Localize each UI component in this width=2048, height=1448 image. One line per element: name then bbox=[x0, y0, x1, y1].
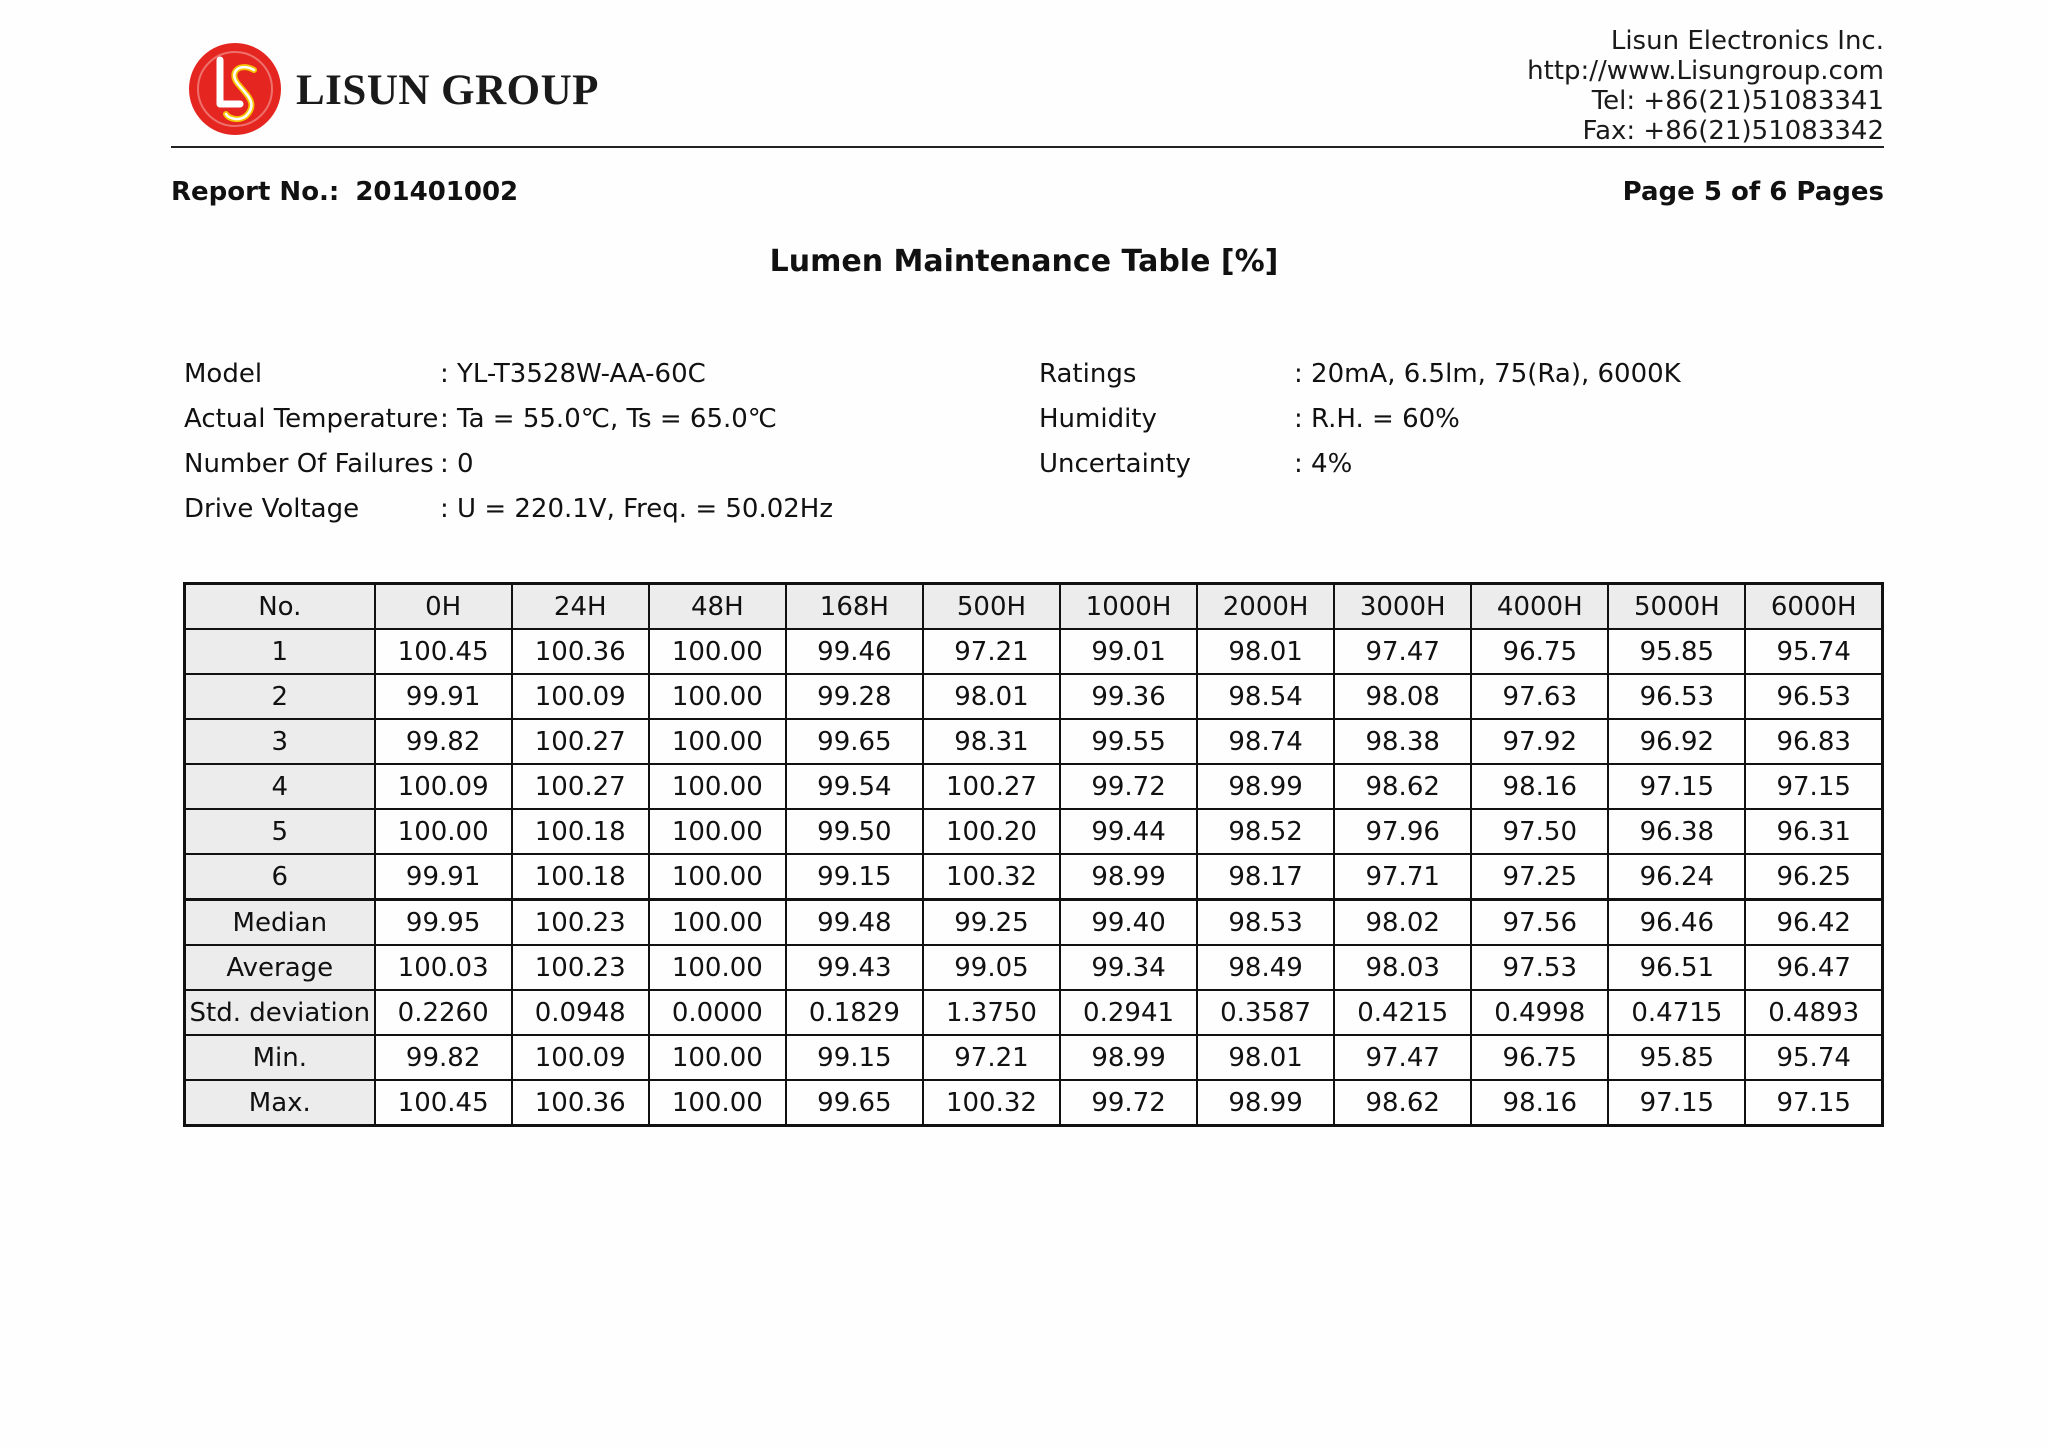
table-cell: 0.4215 bbox=[1334, 990, 1471, 1035]
table-cell: 100.00 bbox=[649, 629, 786, 674]
table-cell: 98.08 bbox=[1334, 674, 1471, 719]
table-cell: 97.47 bbox=[1334, 629, 1471, 674]
table-header-row bbox=[185, 584, 1883, 630]
table-cell: 98.16 bbox=[1471, 764, 1608, 809]
table-cell: 0.3587 bbox=[1197, 990, 1334, 1035]
row-label: Median bbox=[185, 900, 375, 946]
table-cell: 98.74 bbox=[1197, 719, 1334, 764]
info-label: Model bbox=[184, 359, 263, 389]
table-cell: 100.00 bbox=[649, 719, 786, 764]
table-cell: 100.00 bbox=[649, 854, 786, 900]
table-cell: 98.53 bbox=[1197, 900, 1334, 946]
row-label: 6 bbox=[185, 854, 375, 900]
row-label: 4 bbox=[185, 764, 375, 809]
table-cell: 97.71 bbox=[1334, 854, 1471, 900]
table-cell: 99.72 bbox=[1060, 1080, 1197, 1126]
table-cell: 99.01 bbox=[1060, 629, 1197, 674]
sample-row bbox=[185, 854, 1883, 900]
table-cell: 100.27 bbox=[512, 764, 649, 809]
table-cell: 100.45 bbox=[375, 1080, 512, 1126]
table-cell: 100.09 bbox=[512, 674, 649, 719]
table-cell: 97.21 bbox=[923, 629, 1060, 674]
table-cell: 98.01 bbox=[1197, 629, 1334, 674]
table-cell: 0.1829 bbox=[786, 990, 923, 1035]
info-value: : 0 bbox=[440, 449, 474, 479]
info-label: Actual Temperature bbox=[184, 404, 439, 434]
table-cell: 99.36 bbox=[1060, 674, 1197, 719]
table-cell: 98.02 bbox=[1334, 900, 1471, 946]
column-header: No. bbox=[185, 584, 375, 630]
table-cell: 99.40 bbox=[1060, 900, 1197, 946]
table-cell: 100.23 bbox=[512, 900, 649, 946]
info-value: : U = 220.1V, Freq. = 50.02Hz bbox=[440, 494, 834, 524]
company-website: http://www.Lisungroup.com bbox=[1527, 56, 1884, 86]
table-cell: 97.63 bbox=[1471, 674, 1608, 719]
table-cell: 98.01 bbox=[923, 674, 1060, 719]
table-cell: 98.99 bbox=[1060, 1035, 1197, 1080]
table-cell: 99.15 bbox=[786, 1035, 923, 1080]
info-value: : R.H. = 60% bbox=[1294, 404, 1460, 434]
table-cell: 99.65 bbox=[786, 1080, 923, 1126]
table-cell: 96.38 bbox=[1608, 809, 1745, 854]
table-cell: 98.49 bbox=[1197, 945, 1334, 990]
row-label: Std. deviation bbox=[185, 990, 375, 1035]
table-cell: 96.42 bbox=[1745, 900, 1882, 946]
table-cell: 100.23 bbox=[512, 945, 649, 990]
brand-name: LISUN GROUP bbox=[296, 67, 599, 114]
company-fax: Fax: +86(21)51083342 bbox=[1582, 116, 1884, 146]
table-cell: 99.34 bbox=[1060, 945, 1197, 990]
table-cell: 98.03 bbox=[1334, 945, 1471, 990]
table-cell: 99.82 bbox=[375, 1035, 512, 1080]
table-cell: 95.85 bbox=[1608, 629, 1745, 674]
column-header: 6000H bbox=[1745, 584, 1882, 630]
table-cell: 100.00 bbox=[649, 764, 786, 809]
table-cell: 96.83 bbox=[1745, 719, 1882, 764]
column-header: 1000H bbox=[1060, 584, 1197, 630]
page-number: Page 5 of 6 Pages bbox=[1622, 177, 1884, 207]
stats-row bbox=[185, 1080, 1883, 1126]
table-cell: 98.31 bbox=[923, 719, 1060, 764]
table-cell: 99.82 bbox=[375, 719, 512, 764]
table-cell: 99.05 bbox=[923, 945, 1060, 990]
table-cell: 100.00 bbox=[649, 1035, 786, 1080]
stats-row bbox=[185, 900, 1883, 946]
table-cell: 99.44 bbox=[1060, 809, 1197, 854]
column-header: 24H bbox=[512, 584, 649, 630]
table-cell: 99.91 bbox=[375, 674, 512, 719]
table-cell: 100.00 bbox=[375, 809, 512, 854]
column-header: 500H bbox=[923, 584, 1060, 630]
table-cell: 95.85 bbox=[1608, 1035, 1745, 1080]
company-tel: Tel: +86(21)51083341 bbox=[1591, 86, 1884, 116]
table-cell: 97.92 bbox=[1471, 719, 1608, 764]
table-body bbox=[185, 629, 1883, 1126]
table-cell: 97.15 bbox=[1608, 1080, 1745, 1126]
table-cell: 97.21 bbox=[923, 1035, 1060, 1080]
table-cell: 100.32 bbox=[923, 1080, 1060, 1126]
table-cell: 100.18 bbox=[512, 854, 649, 900]
table-cell: 96.53 bbox=[1745, 674, 1882, 719]
table-cell: 100.36 bbox=[512, 629, 649, 674]
table-cell: 0.2260 bbox=[375, 990, 512, 1035]
table-cell: 98.16 bbox=[1471, 1080, 1608, 1126]
table-cell: 96.31 bbox=[1745, 809, 1882, 854]
table-cell: 99.54 bbox=[786, 764, 923, 809]
column-header: 4000H bbox=[1471, 584, 1608, 630]
table-cell: 0.4715 bbox=[1608, 990, 1745, 1035]
table-cell: 95.74 bbox=[1745, 1035, 1882, 1080]
table-cell: 97.96 bbox=[1334, 809, 1471, 854]
table-cell: 97.25 bbox=[1471, 854, 1608, 900]
table-cell: 99.48 bbox=[786, 900, 923, 946]
info-value: : YL-T3528W-AA-60C bbox=[440, 359, 706, 389]
row-label: 1 bbox=[185, 629, 375, 674]
sample-row bbox=[185, 809, 1883, 854]
column-header: 0H bbox=[375, 584, 512, 630]
info-value: : 4% bbox=[1294, 449, 1353, 479]
table-cell: 0.4893 bbox=[1745, 990, 1882, 1035]
stats-row bbox=[185, 990, 1883, 1035]
table-cell: 100.09 bbox=[512, 1035, 649, 1080]
row-label: 5 bbox=[185, 809, 375, 854]
table-cell: 96.92 bbox=[1608, 719, 1745, 764]
table-cell: 99.55 bbox=[1060, 719, 1197, 764]
table-cell: 0.4998 bbox=[1471, 990, 1608, 1035]
table-cell: 96.24 bbox=[1608, 854, 1745, 900]
row-label: Max. bbox=[185, 1080, 375, 1126]
info-label: Uncertainty bbox=[1039, 449, 1191, 479]
table-cell: 98.54 bbox=[1197, 674, 1334, 719]
table-cell: 100.03 bbox=[375, 945, 512, 990]
stats-row bbox=[185, 1035, 1883, 1080]
table-cell: 99.72 bbox=[1060, 764, 1197, 809]
table-cell: 98.99 bbox=[1197, 764, 1334, 809]
table-cell: 97.47 bbox=[1334, 1035, 1471, 1080]
table-cell: 100.20 bbox=[923, 809, 1060, 854]
table-cell: 1.3750 bbox=[923, 990, 1060, 1035]
column-header: 5000H bbox=[1608, 584, 1745, 630]
table-cell: 97.15 bbox=[1745, 764, 1882, 809]
info-value: : Ta = 55.0℃, Ts = 65.0℃ bbox=[440, 404, 777, 434]
table-cell: 98.38 bbox=[1334, 719, 1471, 764]
table-cell: 99.43 bbox=[786, 945, 923, 990]
table-cell: 100.00 bbox=[649, 900, 786, 946]
column-header: 168H bbox=[786, 584, 923, 630]
table-cell: 99.15 bbox=[786, 854, 923, 900]
table-cell: 97.53 bbox=[1471, 945, 1608, 990]
table-cell: 99.91 bbox=[375, 854, 512, 900]
column-header: 2000H bbox=[1197, 584, 1334, 630]
table-cell: 97.56 bbox=[1471, 900, 1608, 946]
row-label: Min. bbox=[185, 1035, 375, 1080]
table-cell: 98.52 bbox=[1197, 809, 1334, 854]
row-label: 2 bbox=[185, 674, 375, 719]
table-cell: 100.00 bbox=[649, 945, 786, 990]
table-cell: 96.75 bbox=[1471, 1035, 1608, 1080]
sample-row bbox=[185, 719, 1883, 764]
table-cell: 98.17 bbox=[1197, 854, 1334, 900]
stats-row bbox=[185, 945, 1883, 990]
table-cell: 100.18 bbox=[512, 809, 649, 854]
table-cell: 96.75 bbox=[1471, 629, 1608, 674]
table-cell: 96.47 bbox=[1745, 945, 1882, 990]
report-number-label: Report No.: bbox=[171, 177, 340, 207]
lumen-maintenance-table bbox=[183, 582, 1884, 1127]
sample-row bbox=[185, 764, 1883, 809]
table-cell: 0.2941 bbox=[1060, 990, 1197, 1035]
table-cell: 97.15 bbox=[1745, 1080, 1882, 1126]
info-value: : 20mA, 6.5lm, 75(Ra), 6000K bbox=[1294, 359, 1681, 389]
table-cell: 96.51 bbox=[1608, 945, 1745, 990]
table-cell: 98.62 bbox=[1334, 764, 1471, 809]
table-cell: 99.28 bbox=[786, 674, 923, 719]
table-cell: 98.62 bbox=[1334, 1080, 1471, 1126]
column-header: 3000H bbox=[1334, 584, 1471, 630]
table-cell: 95.74 bbox=[1745, 629, 1882, 674]
page-title: Lumen Maintenance Table [%] bbox=[769, 244, 1279, 279]
table-cell: 97.15 bbox=[1608, 764, 1745, 809]
table-cell: 96.53 bbox=[1608, 674, 1745, 719]
info-label: Number Of Failures bbox=[184, 449, 434, 479]
table-cell: 100.32 bbox=[923, 854, 1060, 900]
table-cell: 97.50 bbox=[1471, 809, 1608, 854]
column-header: 48H bbox=[649, 584, 786, 630]
table-cell: 98.99 bbox=[1197, 1080, 1334, 1126]
table-cell: 100.00 bbox=[649, 809, 786, 854]
info-label: Drive Voltage bbox=[184, 494, 360, 524]
table-cell: 100.45 bbox=[375, 629, 512, 674]
info-label: Ratings bbox=[1039, 359, 1137, 389]
lisun-logo-icon bbox=[188, 42, 282, 136]
table-cell: 100.27 bbox=[512, 719, 649, 764]
table-cell: 100.00 bbox=[649, 674, 786, 719]
table-cell: 98.99 bbox=[1060, 854, 1197, 900]
table-cell: 99.95 bbox=[375, 900, 512, 946]
table-cell: 0.0948 bbox=[512, 990, 649, 1035]
table-cell: 100.00 bbox=[649, 1080, 786, 1126]
table-cell: 100.36 bbox=[512, 1080, 649, 1126]
report-number bbox=[171, 177, 518, 207]
company-name: Lisun Electronics Inc. bbox=[1610, 26, 1884, 56]
table-cell: 100.27 bbox=[923, 764, 1060, 809]
table-cell: 96.25 bbox=[1745, 854, 1882, 900]
info-label: Humidity bbox=[1039, 404, 1157, 434]
table-cell: 99.50 bbox=[786, 809, 923, 854]
table-cell: 98.01 bbox=[1197, 1035, 1334, 1080]
sample-row bbox=[185, 674, 1883, 719]
report-number-value: 201401002 bbox=[355, 177, 519, 207]
sample-row bbox=[185, 629, 1883, 674]
row-label: 3 bbox=[185, 719, 375, 764]
table-cell: 99.25 bbox=[923, 900, 1060, 946]
row-label: Average bbox=[185, 945, 375, 990]
header-divider bbox=[171, 146, 1884, 148]
table-cell: 96.46 bbox=[1608, 900, 1745, 946]
company-contact bbox=[1527, 26, 1884, 146]
table-cell: 99.65 bbox=[786, 719, 923, 764]
table-cell: 0.0000 bbox=[649, 990, 786, 1035]
table-cell: 100.09 bbox=[375, 764, 512, 809]
table-cell: 99.46 bbox=[786, 629, 923, 674]
